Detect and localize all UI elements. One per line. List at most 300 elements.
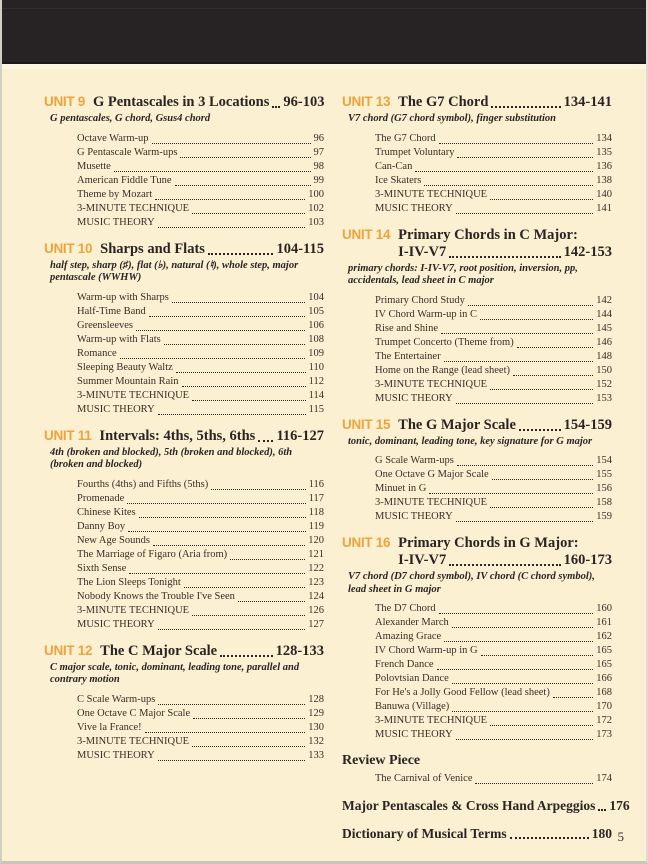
toc-item-page: 115	[308, 403, 324, 415]
toc-item	[375, 700, 612, 714]
toc-item-label: Summer Mountain Rain	[77, 375, 179, 387]
toc-item	[77, 188, 324, 202]
toc-section	[44, 642, 324, 763]
toc-item	[77, 146, 324, 160]
toc-item-page: 154	[596, 455, 612, 466]
toc-item-page: 120	[308, 534, 324, 546]
toc-item-label: Warm-up with Sharps	[77, 291, 169, 303]
toc-item	[375, 630, 612, 644]
toc-item	[77, 590, 324, 604]
toc-item-label: Romance	[77, 347, 117, 359]
dots-leader	[136, 330, 305, 331]
unit-title: The G7 Chord	[398, 94, 489, 110]
toc-item	[77, 576, 324, 590]
dots-leader	[456, 739, 594, 740]
toc-item	[375, 772, 612, 786]
toc-item-page: 99	[313, 174, 324, 186]
dots-leader	[272, 106, 280, 108]
toc-section	[342, 93, 612, 216]
dots-leader	[192, 615, 305, 616]
unit-page-range: 96-103	[283, 94, 325, 110]
unit-subtitle: V7 chord (D7 chord symbol), IV chord (C chord symbol), lead sheet in G major	[348, 571, 595, 595]
dots-leader	[441, 333, 593, 334]
toc-section	[342, 416, 612, 525]
toc-item	[77, 375, 324, 389]
unit-title-line2: I-IV-V7	[398, 552, 447, 568]
toc-item-label: The D7 Chord	[375, 603, 436, 614]
toc-section	[342, 798, 630, 814]
toc-item-page: 165	[596, 645, 612, 656]
dots-leader	[480, 319, 593, 320]
toc-item-label: Home on the Range (lead sheet)	[375, 364, 510, 376]
toc-item-page: 141	[596, 202, 612, 214]
toc-item-label: Half-Time Band	[77, 305, 146, 317]
unit-title-lines	[398, 417, 612, 434]
toc-item-label: Warm-up with Flats	[77, 333, 161, 345]
toc-item-label: For He's a Jolly Good Fellow (lead sheet)	[375, 687, 550, 698]
column-left	[44, 93, 324, 852]
toc-item-page: 122	[308, 562, 324, 574]
unit-title-row	[99, 428, 324, 445]
toc-item-page: 108	[308, 333, 324, 345]
toc-item	[77, 506, 324, 520]
unit-page-range: 154-159	[563, 416, 612, 433]
unit-subtitle: C major scale, tonic, dominant, leading tone, parallel and contrary motion	[50, 661, 300, 685]
toc-section	[44, 93, 324, 230]
toc-section	[342, 826, 612, 842]
toc-item	[375, 322, 612, 336]
toc-item	[375, 496, 612, 510]
dots-leader	[456, 403, 594, 404]
dots-leader	[127, 503, 305, 504]
toc-item-label: Musette	[77, 160, 111, 172]
toc-item	[375, 616, 612, 630]
toc-item-page: 162	[596, 631, 612, 642]
toc-item-label: Ice Skaters	[375, 174, 422, 186]
toc-item-label: MUSIC THEORY	[375, 729, 453, 740]
toc-item-label: MUSIC THEORY	[77, 403, 155, 415]
dots-leader	[452, 711, 593, 712]
toc-item	[375, 728, 612, 742]
toc-item-page: 109	[308, 347, 324, 359]
dots-leader	[449, 256, 560, 258]
toc-item-label: MUSIC THEORY	[375, 392, 453, 404]
dots-leader	[192, 213, 305, 214]
toc-item	[77, 160, 324, 174]
toc-item-label: MUSIC THEORY	[77, 618, 155, 630]
toc-item	[375, 454, 612, 468]
toc-item-label: Trumpet Concerto (Theme from)	[375, 336, 514, 348]
unit-title-line2: I-IV-V7	[398, 243, 447, 260]
toc-item-page: 134	[596, 132, 612, 144]
dots-leader	[158, 629, 306, 630]
dots-leader	[492, 479, 594, 480]
dots-leader	[120, 358, 306, 359]
toc-item	[77, 618, 324, 632]
toc-item-page: 129	[308, 707, 324, 719]
toc-item-page: 160	[596, 603, 612, 614]
toc-section	[44, 240, 324, 417]
toc-item-label: Vive la France!	[77, 721, 142, 733]
toc-item	[77, 478, 324, 492]
toc-item	[77, 347, 324, 361]
dots-leader	[180, 157, 310, 158]
toc-item-label: Trumpet Voluntary	[375, 146, 455, 158]
dots-leader	[490, 389, 593, 390]
dots-leader	[258, 440, 273, 442]
toc-item	[77, 319, 324, 333]
toc-item	[77, 562, 324, 576]
dots-leader	[149, 316, 306, 317]
toc-item	[77, 291, 324, 305]
toc-item-page: 150	[596, 364, 612, 376]
unit-title-lines	[100, 643, 324, 660]
unit-subtitle: 4th (broken and blocked), 5th (broken and blocked), 6th (broken and blocked)	[50, 446, 293, 470]
toc-item-page: 114	[308, 389, 324, 401]
toc-item-label: Fourths (4ths) and Fifths (5ths)	[77, 478, 209, 490]
toc-item-page: 166	[596, 673, 612, 684]
toc-item-label: C Scale Warm-ups	[77, 693, 156, 705]
dots-leader	[468, 305, 593, 306]
toc-item-page: 119	[308, 520, 324, 532]
toc-item-label: One Octave G Major Scale	[375, 469, 489, 480]
unit-page-range: 134-141	[563, 94, 612, 110]
dots-leader	[172, 302, 305, 303]
toc-section	[342, 534, 612, 742]
toc-item-page: 145	[596, 322, 612, 334]
toc-item	[375, 468, 612, 482]
unit-title-row	[93, 94, 324, 111]
dots-leader	[490, 199, 593, 200]
toc-item-page: 127	[308, 618, 324, 630]
toc-item-page: 105	[308, 305, 324, 317]
unit-title: Sharps and Flats	[100, 240, 205, 257]
unit-title-lines	[398, 535, 612, 569]
review-piece-heading: Review Piece	[342, 753, 421, 768]
unit-number-label: UNIT 11	[44, 427, 92, 443]
unit-title-row-2	[398, 244, 612, 261]
dots-leader	[145, 732, 306, 733]
dots-leader	[192, 400, 306, 401]
backmatter-row	[342, 826, 612, 842]
unit-heading	[44, 427, 324, 445]
dots-leader	[490, 507, 593, 508]
unit-number-label: UNIT 12	[44, 642, 93, 658]
toc-item-page: 172	[596, 715, 612, 726]
unit-number-label: UNIT 14	[342, 226, 391, 242]
dots-leader	[114, 171, 311, 172]
dots-leader	[164, 344, 306, 345]
toc-item	[375, 188, 612, 202]
toc-item-label: Promenade	[77, 492, 125, 504]
toc-item	[375, 308, 612, 322]
unit-title-lines	[398, 94, 612, 111]
dots-leader	[158, 414, 306, 415]
toc-item-page: 152	[596, 378, 612, 390]
toc-item-label: Sixth Sense	[77, 562, 127, 574]
toc-item-label: Minuet in G	[375, 483, 427, 494]
dots-leader	[481, 655, 594, 656]
toc-item-list	[77, 291, 324, 417]
unit-page-range: 104-115	[276, 240, 324, 257]
unit-subtitle: half step, sharp (♯), flat (♭), natural (♮), whole step, major pentascale (WWHW)	[50, 259, 299, 283]
toc-item-label: Sleeping Beauty Waltz	[77, 361, 173, 373]
toc-item-label: The Carnival of Venice	[375, 773, 473, 784]
dots-leader	[158, 227, 306, 228]
toc-item	[375, 602, 612, 616]
toc-item-label: 3-MINUTE TECHNIQUE	[375, 188, 488, 200]
toc-item-label: One Octave C Major Scale	[77, 707, 191, 719]
toc-item	[77, 361, 324, 375]
toc-item-page: 126	[308, 604, 324, 616]
dots-leader	[444, 361, 594, 362]
toc-item-label: 3-MINUTE TECHNIQUE	[77, 604, 190, 616]
toc-item-label: G Scale Warm-ups	[375, 455, 454, 466]
unit-subtitle: tonic, dominant, leading tone, key signature for G major	[348, 435, 593, 447]
dots-leader	[490, 725, 593, 726]
unit-title-lines	[99, 428, 324, 445]
toc-item-list	[375, 132, 612, 216]
backmatter-page: 180	[591, 826, 612, 841]
toc-item	[375, 160, 612, 174]
unit-title: G Pentascales in 3 Locations	[92, 94, 270, 110]
toc-item-page: 130	[308, 721, 324, 733]
dots-leader	[429, 493, 593, 494]
unit-title-row	[398, 535, 612, 552]
toc-item-page: 133	[308, 749, 324, 761]
dots-leader	[193, 718, 305, 719]
toc-item-label: The G7 Chord	[375, 132, 436, 144]
dots-leader	[415, 171, 593, 172]
unit-heading	[44, 642, 324, 660]
backmatter-row	[342, 798, 630, 814]
unit-page-range: 128-133	[275, 642, 324, 659]
toc-item	[375, 294, 612, 308]
toc-item-label: Nobody Knows the Trouble I've Seen	[77, 590, 235, 602]
column-right	[342, 93, 630, 852]
dots-leader	[517, 347, 594, 348]
toc-item	[77, 216, 324, 230]
toc-item-label: IV Chord Warm-up in C	[375, 308, 478, 320]
dots-leader	[182, 386, 306, 387]
toc-item-page: 170	[596, 701, 612, 712]
toc-item	[375, 482, 612, 496]
dots-leader	[176, 372, 306, 373]
backmatter-title: Major Pentascales & Cross Hand Arpeggios	[342, 798, 596, 813]
dots-leader	[158, 704, 305, 705]
toc-item-page: 123	[308, 576, 324, 588]
toc-item	[375, 132, 612, 146]
toc-item-page: 168	[596, 687, 612, 698]
unit-title-row	[100, 241, 324, 258]
toc-item-page: 132	[308, 735, 324, 747]
toc-item	[77, 403, 324, 417]
unit-number-label: UNIT 15	[342, 416, 391, 432]
unit-title-row	[100, 643, 324, 660]
dots-leader	[439, 143, 594, 144]
toc-item-label: 3-MINUTE TECHNIQUE	[77, 202, 190, 214]
toc-item-label: American Fiddle Tune	[77, 174, 172, 186]
toc-item-page: 165	[596, 659, 612, 670]
toc-item-label: 3-MINUTE TECHNIQUE	[375, 715, 488, 726]
toc-item	[77, 707, 324, 721]
toc-item-label: MUSIC THEORY	[77, 749, 155, 761]
toc-item	[375, 714, 612, 728]
unit-title: Primary Chords in G Major:	[398, 535, 579, 551]
toc-item	[375, 686, 612, 700]
dots-leader	[238, 601, 305, 602]
backmatter-title: Dictionary of Musical Terms	[342, 826, 507, 841]
toc-item	[77, 749, 324, 763]
toc-item-list	[77, 132, 324, 230]
dots-leader	[598, 809, 606, 811]
unit-title-row	[398, 94, 612, 111]
toc-item-label: New Age Sounds	[77, 534, 150, 546]
backmatter-page: 176	[609, 798, 630, 813]
toc-item	[77, 305, 324, 319]
dots-leader	[158, 760, 306, 761]
toc-item-page: 112	[308, 375, 324, 387]
toc-item-page: 117	[308, 492, 324, 504]
toc-item-label: Banuwa (Village)	[375, 701, 450, 712]
unit-page-range: 160-173	[563, 552, 612, 568]
toc-item-page: 159	[596, 511, 612, 522]
toc-item	[375, 350, 612, 364]
toc-item-label: Greensleeves	[77, 319, 133, 331]
toc-item	[77, 534, 324, 548]
toc-item	[77, 492, 324, 506]
toc-item	[375, 672, 612, 686]
toc-item-label: Amazing Grace	[375, 631, 442, 642]
toc-item-page: 118	[308, 506, 324, 518]
toc-item-label: MUSIC THEORY	[77, 216, 155, 228]
toc-item-list	[77, 478, 324, 632]
toc-item-label: Primary Chord Study	[375, 294, 465, 306]
unit-heading	[44, 93, 324, 111]
unit-title: Intervals: 4ths, 5ths, 6ths	[99, 427, 256, 444]
toc-item-page: 96	[313, 132, 324, 144]
toc-item-page: 136	[596, 160, 612, 172]
toc-item-page: 161	[596, 617, 612, 628]
toc-item-page: 144	[596, 308, 612, 320]
toc-item	[375, 174, 612, 188]
toc-item-page: 146	[596, 336, 612, 348]
toc-item-page: 156	[596, 483, 612, 494]
dots-leader	[510, 837, 589, 839]
dots-leader	[437, 669, 594, 670]
toc-item-label: Can-Can	[375, 160, 413, 172]
dots-leader	[456, 213, 594, 214]
dots-leader	[220, 655, 273, 657]
dots-leader	[475, 783, 593, 784]
dots-leader	[457, 465, 593, 466]
unit-title-lines	[398, 227, 612, 261]
dots-leader	[452, 683, 593, 684]
unit-number-label: UNIT 13	[342, 94, 391, 109]
toc-item	[77, 604, 324, 618]
toc-item-page: 110	[308, 361, 324, 373]
dots-leader	[211, 489, 305, 490]
unit-title-row-2	[398, 552, 612, 569]
dots-leader	[155, 199, 305, 200]
dots-leader	[208, 253, 274, 255]
toc-item-label: The Marriage of Figaro (Aria from)	[77, 548, 228, 560]
dots-leader	[184, 587, 305, 588]
toc-item-label: The Lion Sleeps Tonight	[77, 576, 181, 588]
toc-section	[342, 226, 612, 406]
unit-title: The C Major Scale	[100, 642, 218, 659]
dots-leader	[519, 429, 561, 431]
toc-section	[342, 752, 612, 786]
toc-item	[375, 658, 612, 672]
toc-item	[77, 174, 324, 188]
toc-item	[77, 333, 324, 347]
dots-leader	[192, 746, 305, 747]
toc-item	[77, 735, 324, 749]
toc-item-label: MUSIC THEORY	[375, 202, 453, 214]
toc-item-page: 173	[596, 729, 612, 740]
dots-leader	[456, 521, 594, 522]
toc-item-page: 158	[596, 497, 612, 508]
toc-item-label: 3-MINUTE TECHNIQUE	[375, 497, 488, 508]
page-number: 5	[617, 829, 624, 844]
toc-item-page: 148	[596, 350, 612, 362]
toc-item	[375, 202, 612, 216]
toc-item-page: 97	[313, 146, 324, 158]
toc-item-page: 155	[596, 469, 612, 480]
toc-item-label: 3-MINUTE TECHNIQUE	[375, 378, 488, 390]
toc-item-page: 174	[596, 773, 612, 784]
dots-leader	[230, 559, 305, 560]
toc-item-label: 3-MINUTE TECHNIQUE	[77, 389, 190, 401]
toc-item-label: 3-MINUTE TECHNIQUE	[77, 735, 190, 747]
toc-item-label: Octave Warm-up	[77, 132, 149, 144]
unit-title-row	[398, 417, 612, 434]
toc-item-page: 128	[308, 693, 324, 705]
unit-title-row	[398, 227, 612, 244]
toc-item-page: 102	[308, 202, 324, 214]
toc-item-label: French Dance	[375, 659, 434, 670]
toc-item	[375, 392, 612, 406]
toc-item	[77, 202, 324, 216]
toc-item	[77, 721, 324, 735]
toc-item-page: 116	[308, 478, 324, 490]
dots-leader	[129, 573, 305, 574]
dots-leader	[491, 106, 560, 108]
toc-item-label: Danny Boy	[77, 520, 126, 532]
dots-leader	[175, 185, 311, 186]
toc-item-label: Chinese Kites	[77, 506, 136, 518]
toc-item-list	[375, 454, 612, 524]
toc-item	[77, 520, 324, 534]
toc-item-page: 121	[308, 548, 324, 560]
dots-leader	[439, 613, 594, 614]
toc-item-page: 106	[308, 319, 324, 331]
toc-item-list	[77, 693, 324, 763]
toc-item-page: 153	[596, 392, 612, 404]
unit-heading	[44, 240, 324, 258]
toc-item-label: Alexander March	[375, 617, 449, 628]
unit-subtitle: G pentascales, G chord, Gsus4 chord	[50, 113, 211, 124]
toc-item-label: Theme by Mozart	[77, 188, 153, 200]
toc-section	[44, 427, 324, 632]
unit-page-range: 116-127	[276, 427, 324, 444]
dots-leader	[128, 531, 306, 532]
toc-item	[375, 644, 612, 658]
dots-leader	[449, 564, 560, 566]
toc-item-label: Rise and Shine	[375, 322, 438, 334]
dots-leader	[152, 143, 311, 144]
